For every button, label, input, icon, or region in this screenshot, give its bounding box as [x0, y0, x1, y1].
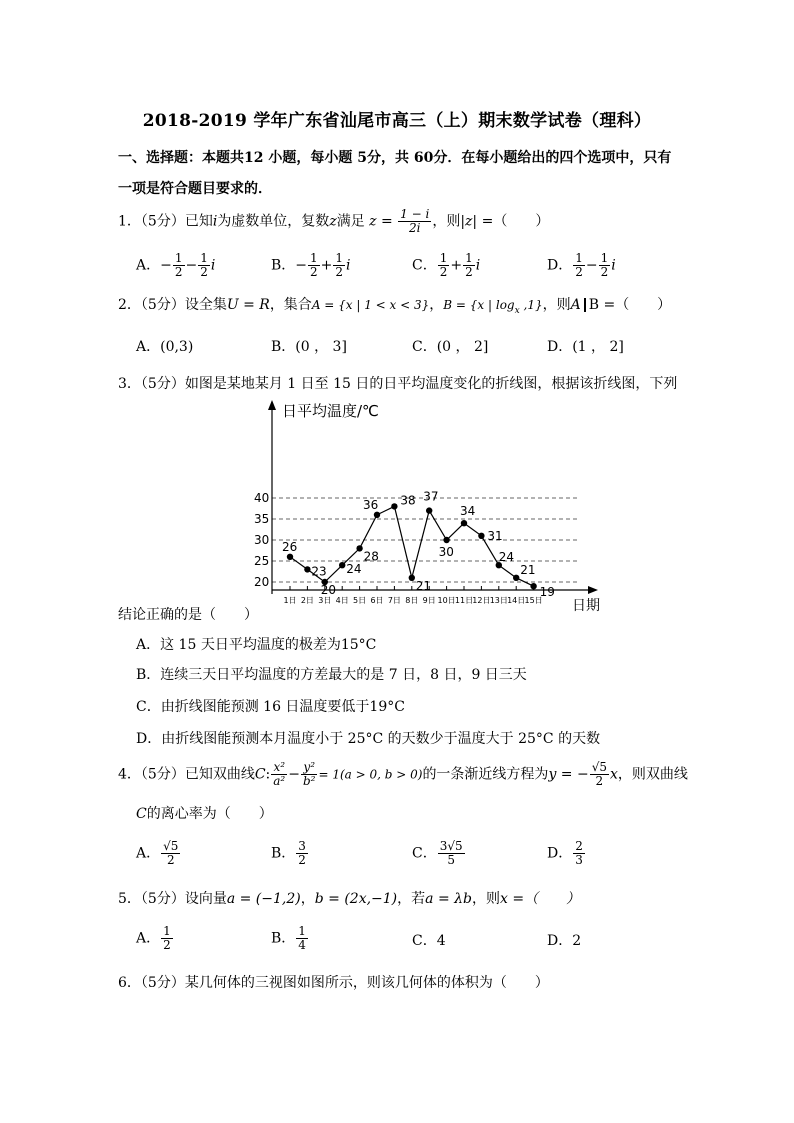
data-label-3: 20	[320, 583, 337, 597]
x-tick-label-6: 6日	[370, 596, 384, 605]
data-label-11: 34	[460, 504, 476, 519]
q4-y: y = −	[548, 766, 589, 783]
q5-text-c: ，则	[471, 891, 500, 907]
q4-cond: = 1(a > 0, b > 0)	[318, 767, 423, 782]
q4-b-num: 3	[298, 839, 306, 853]
data-label-1: 26	[282, 539, 298, 554]
data-label-2: 23	[311, 564, 327, 579]
q1-d-d2: 2	[600, 265, 609, 279]
chart-tick-labels	[254, 491, 543, 605]
q1-opt-a-label: A．	[136, 257, 161, 274]
data-label-10: 30	[438, 545, 454, 559]
q1-option-c	[412, 252, 480, 279]
q4-option-c	[412, 840, 466, 867]
q2-option-b: B．(0 ， 3]	[271, 339, 347, 355]
data-label-4: 24	[346, 562, 362, 577]
q4-a-label: A．	[136, 845, 161, 862]
q4-frac-x	[271, 761, 287, 788]
q4-c-frac	[438, 840, 465, 867]
data-point-10	[443, 537, 449, 543]
data-point-5	[356, 545, 362, 551]
q1-c-n1: 1	[439, 251, 448, 265]
q4-c2: C	[136, 806, 147, 822]
q1-d-i: i	[611, 257, 616, 274]
chart-y-axis-label: 日平均温度/℃	[282, 402, 379, 420]
y-tick-label-40: 40	[254, 491, 270, 505]
q5-vec-b: b = (2x,−1)	[314, 891, 398, 907]
q1-a-i: i	[210, 257, 216, 274]
q4-c: C	[254, 766, 266, 783]
x-tick-label-5: 5日	[353, 596, 367, 605]
q4-c-num: 3√5	[439, 839, 463, 853]
q4-d-den: 3	[575, 853, 583, 867]
q1-c-n2: 1	[465, 251, 473, 265]
q2-set-b-end: ,1}	[519, 298, 543, 312]
q5-a-frac	[161, 925, 173, 952]
q4-colon: :	[265, 766, 271, 783]
data-label-15: 19	[539, 585, 555, 600]
q2-intersect-mark	[584, 298, 586, 312]
chart-data-labels	[282, 490, 555, 600]
q1-a-s2: −	[185, 257, 198, 274]
q5-text-a: 5．（5分）设向量	[118, 891, 227, 907]
q4-c-den: 5	[447, 853, 455, 867]
data-point-2	[304, 566, 310, 572]
x-tick-label-4: 4日	[335, 596, 349, 605]
q4-a-frac	[161, 840, 180, 867]
q2-log-sub: x	[514, 305, 520, 316]
q4-option-a	[136, 840, 181, 867]
q2-text-d: B =（ ）	[588, 297, 672, 313]
q4-y2: y²	[303, 760, 316, 774]
x-tick-label-2: 2日	[300, 596, 314, 605]
q1-a-d2: 2	[200, 265, 208, 279]
q3-option-d: D．由折线图能预测本月温度小于 25°C 的天数少于温度大于 25°C 的天数	[136, 731, 601, 747]
q1-d-f2	[599, 252, 611, 279]
q1-a-n1: 1	[174, 251, 183, 265]
y-tick-label-25: 25	[254, 554, 270, 568]
question-5-stem	[118, 888, 580, 908]
data-point-7	[391, 503, 397, 509]
q1-b-n1: 1	[310, 251, 318, 265]
y-tick-label-20: 20	[254, 575, 270, 589]
q4-b-den: 2	[298, 853, 306, 867]
question-2-stem	[118, 294, 671, 316]
q1-a-d1: 2	[174, 265, 183, 279]
q4-two: 2	[595, 774, 604, 788]
q4-x2: x²	[273, 760, 286, 774]
q4-d-label: D．	[547, 845, 573, 862]
q3-option-b: B．连续三天日平均温度的方差最大的是 7 日，8 日，9 日三天	[136, 667, 527, 683]
q1-option-b	[271, 252, 351, 279]
q5-b-label: B．	[271, 930, 296, 947]
q3-option-a: A．这 15 天日平均温度的极差为15°C	[136, 637, 377, 653]
q1-text-b: 为虚数单位，复数	[217, 213, 330, 230]
q4-b2: b²	[302, 774, 316, 788]
x-tick-label-13: 13日	[489, 596, 508, 605]
q2-text-a: 2．（5分）设全集	[118, 297, 227, 313]
data-point-8	[409, 575, 415, 581]
q1-b-f2	[333, 252, 345, 279]
q1-text-e: （ ）	[493, 213, 550, 230]
q1-c-f2	[463, 252, 475, 279]
q5-cond: a = λb	[425, 891, 472, 907]
q5-option-b	[271, 925, 309, 952]
q4-text-c: ，则双曲线	[617, 766, 688, 783]
q1-frac-num: 1 − i	[400, 207, 430, 221]
x-tick-label-1: 1日	[283, 596, 297, 605]
q1-frac-den: 2i	[409, 221, 421, 235]
data-label-7: 38	[400, 493, 416, 508]
q4-d-frac	[573, 840, 585, 867]
q4-c-label: C．	[412, 845, 437, 862]
q5-x: x =（ ）	[499, 891, 581, 907]
y-tick-label-35: 35	[254, 512, 270, 526]
data-point-9	[426, 507, 432, 513]
question-3-stem-line2: 结论正确的是（ ）	[118, 607, 258, 623]
q5-b-den: 4	[298, 938, 306, 952]
data-point-1	[287, 554, 293, 560]
q1-b-d2: 2	[335, 265, 344, 279]
x-tick-label-8: 8日	[405, 596, 419, 605]
q1-b-f1	[308, 252, 320, 279]
q4-sqrt5: √5	[591, 760, 607, 774]
data-label-12: 31	[487, 528, 503, 543]
q4-a-den: 2	[166, 853, 175, 867]
q1-opt-d-label: D．	[547, 257, 573, 274]
q1-c-i: i	[475, 257, 481, 274]
q5-option-d: D．2	[547, 933, 582, 949]
q1-d-n1: 1	[575, 251, 583, 265]
q4-x: x	[610, 766, 618, 783]
temperature-line-chart	[250, 398, 610, 618]
q2-option-d: D．(1 ， 2]	[547, 339, 624, 355]
q1-a-n2: 1	[200, 251, 208, 265]
q5-a-den: 2	[163, 938, 171, 952]
q1-b-i: i	[346, 257, 351, 274]
q5-text-b: ，若	[397, 891, 426, 907]
q5-option-a	[136, 925, 174, 952]
q1-d-s2: −	[585, 257, 598, 274]
page-title: 2018-2019 学年广东省汕尾市高三（上）期末数学试卷（理科）	[142, 111, 652, 131]
q2-set-a: A = {x | 1 < x < 3}	[311, 298, 430, 312]
section-heading-line1: 一、选择题：本题共12 小题，每小题 5分，共 60分．在每小题给出的四个选项中，只有	[118, 150, 672, 166]
x-tick-label-3: 3日	[318, 596, 332, 605]
q4-frac-asym	[590, 761, 609, 788]
q1-option-d	[547, 252, 616, 279]
q4-text-b: 的一条渐近线方程为	[422, 766, 549, 783]
question-6-stem: 6．（5分）某几何体的三视图如图所示，则该几何体的体积为（ ）	[118, 975, 549, 991]
q2-u: U = R	[226, 297, 270, 313]
q4-option-b	[271, 840, 309, 867]
question-1-stem	[118, 208, 549, 235]
x-tick-label-12: 12日	[472, 596, 491, 605]
question-3-stem-line1: 3．（5分）如图是某地某月 1 日至 15 日的日平均温度变化的折线图，根据该折线图，下列	[118, 376, 678, 392]
data-point-14	[513, 575, 519, 581]
q5-a-num: 1	[163, 924, 171, 938]
q1-d-f1	[573, 252, 585, 279]
q4-text-a: 4．（5分）已知双曲线	[118, 766, 255, 783]
q2-set-b: B = {x | log	[443, 298, 515, 312]
q1-opt-b-label: B．	[271, 257, 296, 274]
q2-option-a: A．(0,3)	[136, 339, 194, 355]
q2-a: A	[570, 297, 581, 313]
q5-b-frac	[296, 925, 308, 952]
data-label-9: 37	[423, 489, 439, 504]
data-label-5: 28	[363, 549, 379, 564]
q5-option-c: C．4	[412, 933, 446, 949]
question-4-stem: 4．（5分）已知双曲线C: $\frac{\text{x²}}{\text{a²}}$ − $\frac{\text{y²}}{\text{b²}}$ = 1(a > 0, b > 0)的一条渐近线方程为y = − $\frac{√5}{2}$ x，则双曲线	[118, 760, 688, 788]
q1-c-f1	[438, 252, 450, 279]
q2-text-b: ，集合	[269, 297, 312, 313]
data-label-6: 36	[363, 497, 379, 512]
q4-a-num: √5	[163, 839, 179, 853]
q1-fraction	[398, 208, 431, 235]
x-tick-label-7: 7日	[387, 596, 401, 605]
q1-option-a	[136, 252, 215, 279]
q5-a-label: A．	[136, 930, 161, 947]
x-tick-label-11: 11日	[454, 596, 474, 605]
q4-b-frac	[296, 840, 308, 867]
q1-a-s1: −	[160, 257, 172, 274]
x-tick-label-10: 10日	[437, 596, 456, 605]
q4-text-d: 的离心率为（ ）	[146, 806, 273, 822]
x-tick-label-9: 9日	[422, 596, 436, 605]
question-4-stem-line2	[136, 803, 273, 823]
q1-text-d: ，则	[432, 213, 461, 230]
q5-b-num: 1	[298, 924, 306, 938]
data-point-6	[374, 512, 380, 518]
q5-comma: ，	[300, 891, 315, 907]
q1-d-n2: 1	[600, 251, 609, 265]
q1-a-f2	[198, 252, 210, 279]
q4-a2: a²	[273, 774, 286, 788]
q1-text-c: 满足	[336, 213, 365, 230]
x-axis-arrow	[588, 586, 598, 594]
q1-d-d1: 2	[575, 265, 583, 279]
data-label-14: 21	[520, 562, 536, 577]
y-tick-label-30: 30	[254, 533, 270, 547]
q4-option-d	[547, 840, 586, 867]
q5-vec-a: a = (−1,2)	[226, 891, 301, 907]
q1-var-i: i	[212, 213, 218, 230]
q2-comma: ，	[429, 297, 444, 313]
q1-eq: z =	[369, 213, 393, 230]
q2-text-c: ，则	[542, 297, 571, 313]
q1-a-f1	[173, 252, 185, 279]
q1-c-d1: 2	[439, 265, 448, 279]
x-tick-label-15: 15日	[524, 596, 543, 605]
data-label-13: 24	[498, 550, 515, 565]
chart-x-axis-label: 日期	[572, 598, 600, 614]
q1-b-s2: +	[320, 257, 333, 274]
q2-option-c: C．(0 ， 2]	[412, 339, 489, 355]
data-point-11	[461, 520, 467, 526]
q1-b-s1: −	[295, 257, 308, 274]
q1-c-d2: 2	[465, 265, 473, 279]
data-point-12	[478, 533, 484, 539]
data-label-8: 21	[415, 578, 432, 593]
section-heading-line2: 一项是符合题目要求的．	[118, 181, 272, 197]
q4-frac-y	[301, 761, 318, 788]
q3-option-c: C．由折线图能预测 16 日温度要低于19°C	[136, 699, 405, 715]
q1-var-z: z	[329, 213, 337, 230]
data-point-4	[339, 562, 345, 568]
y-axis-arrow	[268, 400, 276, 410]
q1-absz: |z| =	[460, 213, 494, 230]
q1-b-d1: 2	[310, 265, 318, 279]
q1-text-a: 1．（5分）已知	[118, 213, 213, 230]
x-tick-label-14: 14日	[507, 596, 526, 605]
data-point-15	[530, 583, 536, 589]
q1-b-n2: 1	[335, 251, 344, 265]
q4-b-label: B．	[271, 845, 296, 862]
q4-d-num: 2	[575, 839, 583, 853]
q1-c-s2: +	[450, 257, 463, 274]
q1-opt-c-label: C．	[412, 257, 437, 274]
